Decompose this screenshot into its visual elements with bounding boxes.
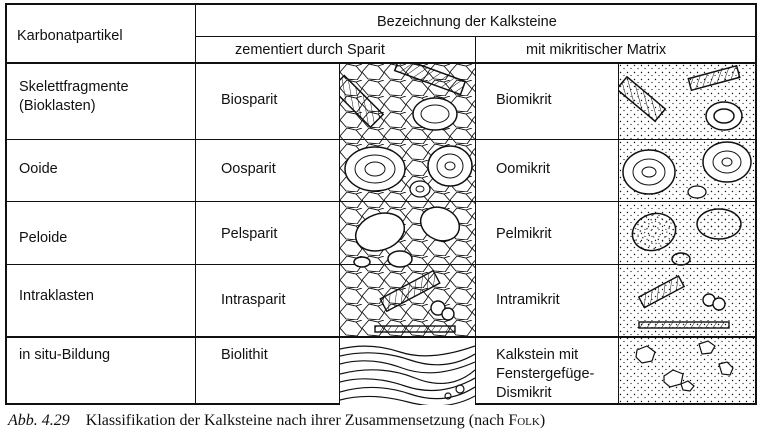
micrite-texture-column bbox=[619, 64, 755, 405]
caption-author: Folk bbox=[508, 412, 540, 429]
name-biolithite: Biolithit bbox=[221, 347, 268, 363]
header-carbonate-particles: Karbonatpartikel bbox=[17, 28, 123, 44]
name-dismicrite: Kalkstein mit Fenstergefüge- Dismikrit bbox=[496, 347, 595, 401]
particle-skeletal-fragments: Skelettfragmente (Bioklasten) bbox=[19, 79, 129, 114]
name-intramicrite: Intramikrit bbox=[496, 292, 560, 308]
header-micritic-matrix: mit mikritischer Matrix bbox=[526, 42, 667, 58]
name-biosparite: Biosparit bbox=[221, 92, 278, 108]
caption-close: ) bbox=[539, 412, 546, 429]
classification-table bbox=[5, 3, 757, 405]
name-biomicrite: Biomikrit bbox=[496, 92, 552, 108]
caption-text: Klassifikation der Kalksteine nach ihrer Zusammensetzung (nach bbox=[85, 412, 505, 429]
column-divider bbox=[195, 5, 196, 405]
particle-in-situ: in situ-Bildung bbox=[19, 347, 111, 363]
name-oomicrite: Oomikrit bbox=[496, 161, 550, 177]
name-pelsparite: Pelsparit bbox=[221, 226, 278, 242]
column-divider bbox=[475, 36, 476, 405]
particle-peloids: Peloide bbox=[19, 230, 68, 246]
header-cemented-by-sparite: zementiert durch Sparit bbox=[235, 42, 385, 58]
header-limestone-names: Bezeichnung der Kalksteine bbox=[377, 14, 557, 30]
particle-intraclasts: Intraklasten bbox=[19, 288, 94, 304]
figure-number: Abb. 4.29 bbox=[8, 412, 70, 429]
particle-ooids: Ooide bbox=[19, 161, 58, 177]
name-pelmicrite: Pelmikrit bbox=[496, 226, 552, 242]
name-oosparite: Oosparit bbox=[221, 161, 276, 177]
name-intrasparite: Intrasparit bbox=[221, 292, 286, 308]
sparite-texture-column bbox=[340, 64, 475, 405]
figure-caption bbox=[8, 412, 545, 430]
